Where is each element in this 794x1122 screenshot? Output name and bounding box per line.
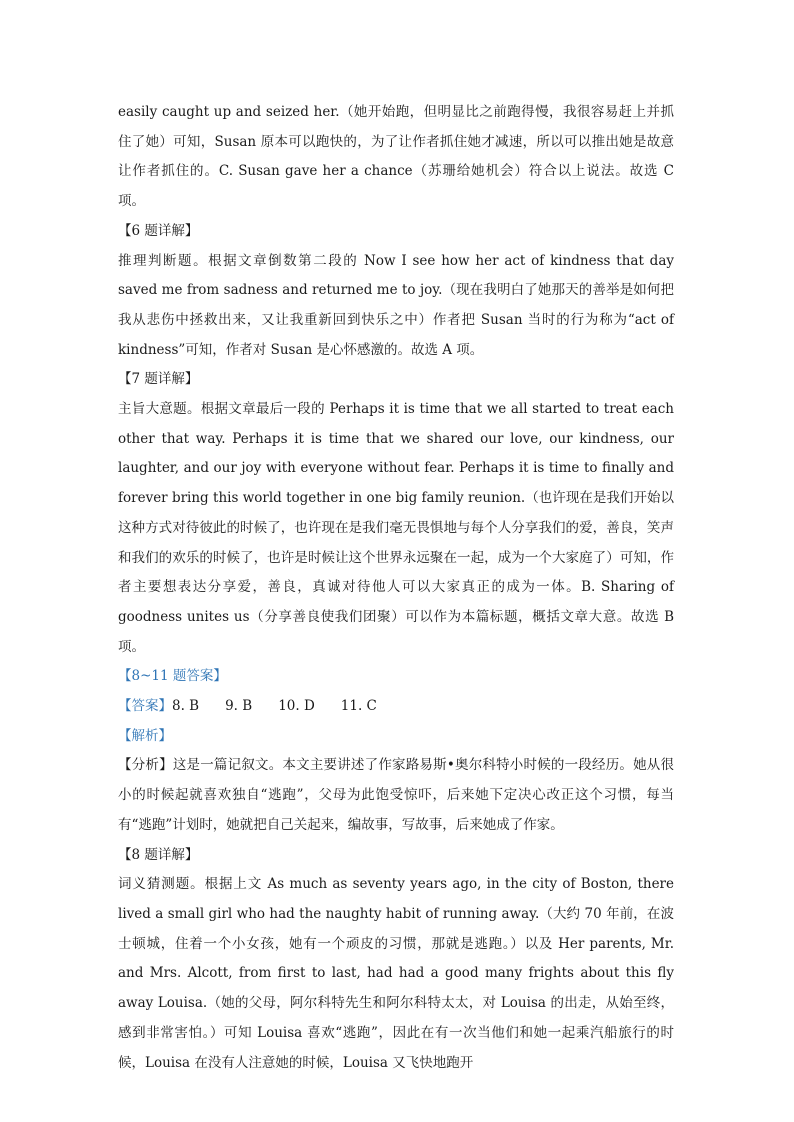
- answer-label: 【答案】: [118, 698, 172, 715]
- answer-9: 9. B: [225, 698, 253, 715]
- analysis-text: 这是一篇记叙文。本文主要讲述了作家路易斯•奥尔科特小时候的一段经历。她从很小的时候起就喜欢独自“逃跑”，父母为此饱受惊吓，后来她下定决心改正这个习惯，每当有“逃跑”计划时，她就把自己关起来，编故事，写故事，后来她成了作家。: [118, 757, 675, 833]
- heading-analysis: 【解析】: [118, 727, 172, 744]
- heading-q6-explanation: 【6 题详解】: [118, 222, 199, 239]
- answer-8: 8. B: [172, 698, 200, 715]
- paragraph-q5-continued: easily caught up and seized her.（她开始跑，但明显比之前跑得慢，我很容易赶上并抓住了她）可知，Susan 原本可以跑快的，为了让作者抓住她才减速，所以可以推出她是故意让作者抓住的。C. Susan gave her a chance（苏珊给她机会）符合以上说法。故选 C 项。: [118, 104, 674, 210]
- analysis-label: 【分析】: [118, 757, 173, 774]
- answer-10: 10. D: [278, 698, 315, 715]
- heading-q8-11-answers: 【8~11 题答案】: [118, 668, 227, 685]
- heading-q8-explanation: 【8 题详解】: [118, 846, 199, 863]
- paragraph-q6-explanation: 推理判断题。根据文章倒数第二段的 Now I see how her act of kindness that day saved me from sadness and returned me to joy.（现在我明白了她那天的善举是如何把我从悲伤中拯救出来，又让我重新回到快乐之中）作者把 Susan 当时的行为称为“act of kindness”可知，作者对 Susan 是心怀感激的。故选 A 项。: [118, 252, 674, 358]
- paragraph-q7-explanation: 主旨大意题。根据文章最后一段的 Perhaps it is time that we all started to treat each other that way. Perhaps it is time that we shared our love, our kindness, our laughter, and our joy with everyone without fear. Perhaps it is time to finally and forever bring this world together in one big family reunion.（也许现在是我们开始以这种方式对待彼此的时候了，也许现在是我们毫无畏惧地与每个人分享我们的爱，善良，笑声和我们的欢乐的时候了，也许是时候让这个世界永远聚在一起，成为一个大家庭了）可知，作者主要想表达分享爱，善良，真诚对待他人可以大家真正的成为一体。B. Sharing of goodness unites us（分享善良使我们团聚）可以作为本篇标题，概括文章大意。故选 B 项。: [118, 401, 674, 655]
- heading-q7-explanation: 【7 题详解】: [118, 371, 199, 388]
- answer-line: [118, 692, 674, 722]
- answer-11: 11. C: [340, 698, 377, 715]
- paragraph-analysis: [118, 751, 674, 840]
- document-body: [118, 98, 674, 1078]
- paragraph-q8-explanation: 词义猜测题。根据上文 As much as seventy years ago, in the city of Boston, there lived a small girl who had the naughty habit of running away.（大约 70 年前，在波士顿城，住着一个小女孩，她有一个顽皮的习惯，那就是逃跑。）以及 Her parents, Mr. and Mrs. Alcott, from first to last, had had a good many frights about this fly away Louisa.（她的父母，阿尔科特先生和阿尔科特太太，对 Louisa 的出走，从始至终，感到非常害怕。）可知 Louisa 喜欢“逃跑”，因此在有一次当他们和她一起乘汽船旅行的时候，Louisa 在没有人注意她的时候，Louisa 又飞快地跑开: [118, 876, 674, 1071]
